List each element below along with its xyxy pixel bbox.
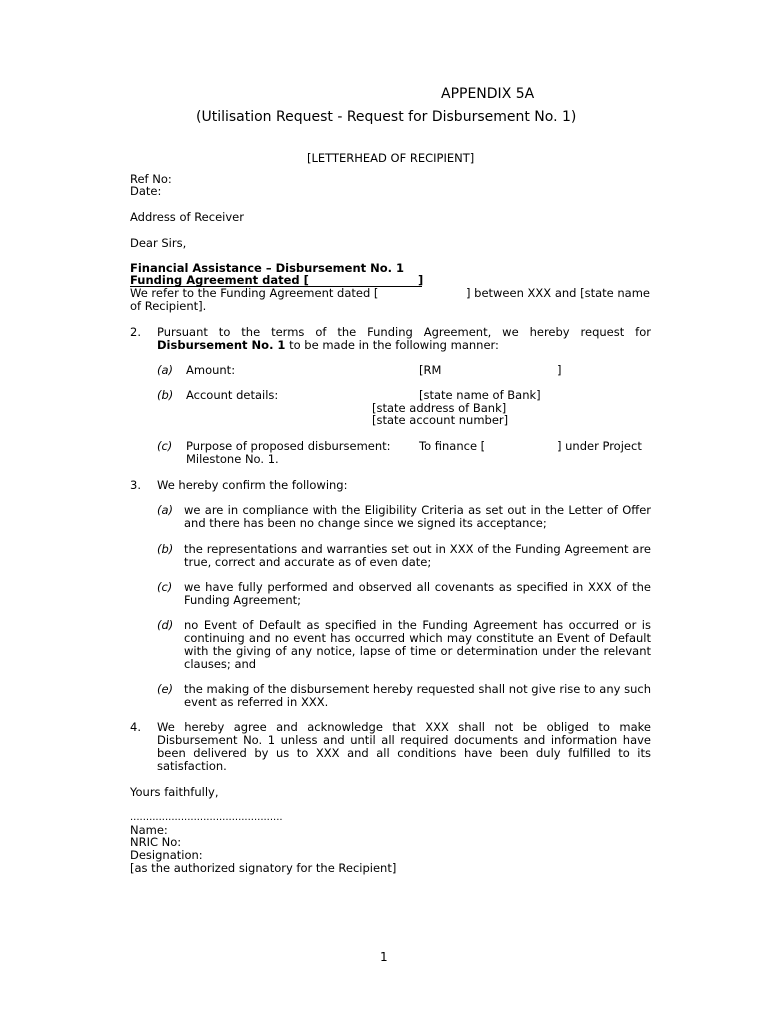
item-b-label: (b) [157, 388, 174, 402]
address-label: Address of Receiver [130, 210, 244, 224]
nric-label: NRIC No: [130, 835, 182, 849]
item-a-label: (a) [157, 363, 174, 377]
item-a-text: Amount: [186, 363, 236, 377]
bank-address: [state address of Bank] [372, 401, 507, 415]
confirm-c-label: (c) [157, 580, 173, 594]
document-subtitle: (Utilisation Request - Request for Disbursement No. 1) [196, 109, 577, 125]
intro-part-b: ] between XXX and [state name [466, 286, 650, 300]
intro-part-a: We refer to the Funding Agreement dated [ [130, 286, 379, 300]
item-a-value: [RM [419, 363, 442, 377]
confirm-e-label: (e) [157, 682, 174, 696]
item-a-close: ] [557, 363, 562, 377]
item-c-text1: Purpose of proposed disbursement: [186, 439, 391, 453]
appendix-title: APPENDIX 5A [441, 86, 535, 102]
date-label: Date: [130, 184, 162, 198]
signatory-note: [as the authorized signatory for the Recipient] [130, 861, 397, 875]
designation-label: Designation: [130, 848, 203, 862]
agreement-date-close: ] [418, 273, 424, 287]
confirm-b-label: (b) [157, 542, 174, 556]
para2-line1: Pursuant to the terms of the Funding Agreement, we hereby request for [157, 325, 651, 339]
ref-no-label: Ref No: [130, 172, 172, 186]
letterhead-placeholder: [LETTERHEAD OF RECIPIENT] [307, 151, 475, 165]
confirm-a-text: we are in compliance with the Eligibility Criteria as set out in the Letter of Offer and there has been no change since we signed its acceptance; [184, 503, 651, 530]
confirm-c-text: we have fully performed and observed all covenants as specified in XXX of the Funding Agreement; [184, 580, 651, 607]
para3-lead: We hereby confirm the following: [157, 478, 348, 492]
para2-line2-rest: to be made in the following manner: [285, 338, 499, 352]
salutation: Dear Sirs, [130, 236, 187, 250]
para3-number: 3. [130, 478, 141, 492]
para2-line2 [157, 339, 499, 352]
bank-name: [state name of Bank] [419, 388, 541, 402]
confirm-e-text: the making of the disbursement hereby requested shall not give rise to any such event as referred in XXX. [184, 682, 651, 709]
confirm-d-label: (d) [157, 618, 174, 632]
para2-number: 2. [130, 325, 141, 339]
confirm-a-label: (a) [157, 503, 174, 517]
item-c-value: To finance [ [419, 439, 486, 453]
name-label: Name: [130, 823, 168, 837]
item-c-text2: Milestone No. 1. [186, 452, 279, 466]
subject-line: Financial Assistance – Disbursement No. 1 [130, 261, 405, 275]
item-c-project: ] under Project [557, 439, 642, 453]
agreement-date-open: Funding Agreement dated [ [130, 273, 309, 287]
item-c-label: (c) [157, 439, 173, 453]
confirm-d-text: no Event of Default as specified in the Funding Agreement has occurred or is continuing and no event has occurred which may constitute an Event of Default with the giving of any notice, lapse of time or determination under the relevant clauses; and [184, 618, 651, 671]
disbursement-no-bold: Disbursement No. 1 [157, 338, 286, 352]
signature-line: ................................................ [130, 812, 283, 823]
para4-text: We hereby agree and acknowledge that XXX shall not be obliged to make Disbursement No. 1 unless and until all required documents and information have been delivered by us to XXX and all conditions have been duly fulfilled to its satisfaction. [157, 720, 651, 773]
yours-faithfully: Yours faithfully, [130, 785, 219, 799]
para4-number: 4. [130, 720, 141, 734]
page-number: 1 [380, 950, 388, 964]
confirm-b-text: the representations and warranties set out in XXX of the Funding Agreement are true, correct and accurate as of even date; [184, 542, 651, 569]
bank-account-number: [state account number] [372, 413, 509, 427]
item-b-text: Account details: [186, 388, 279, 402]
intro-part-c: of Recipient]. [130, 299, 207, 313]
